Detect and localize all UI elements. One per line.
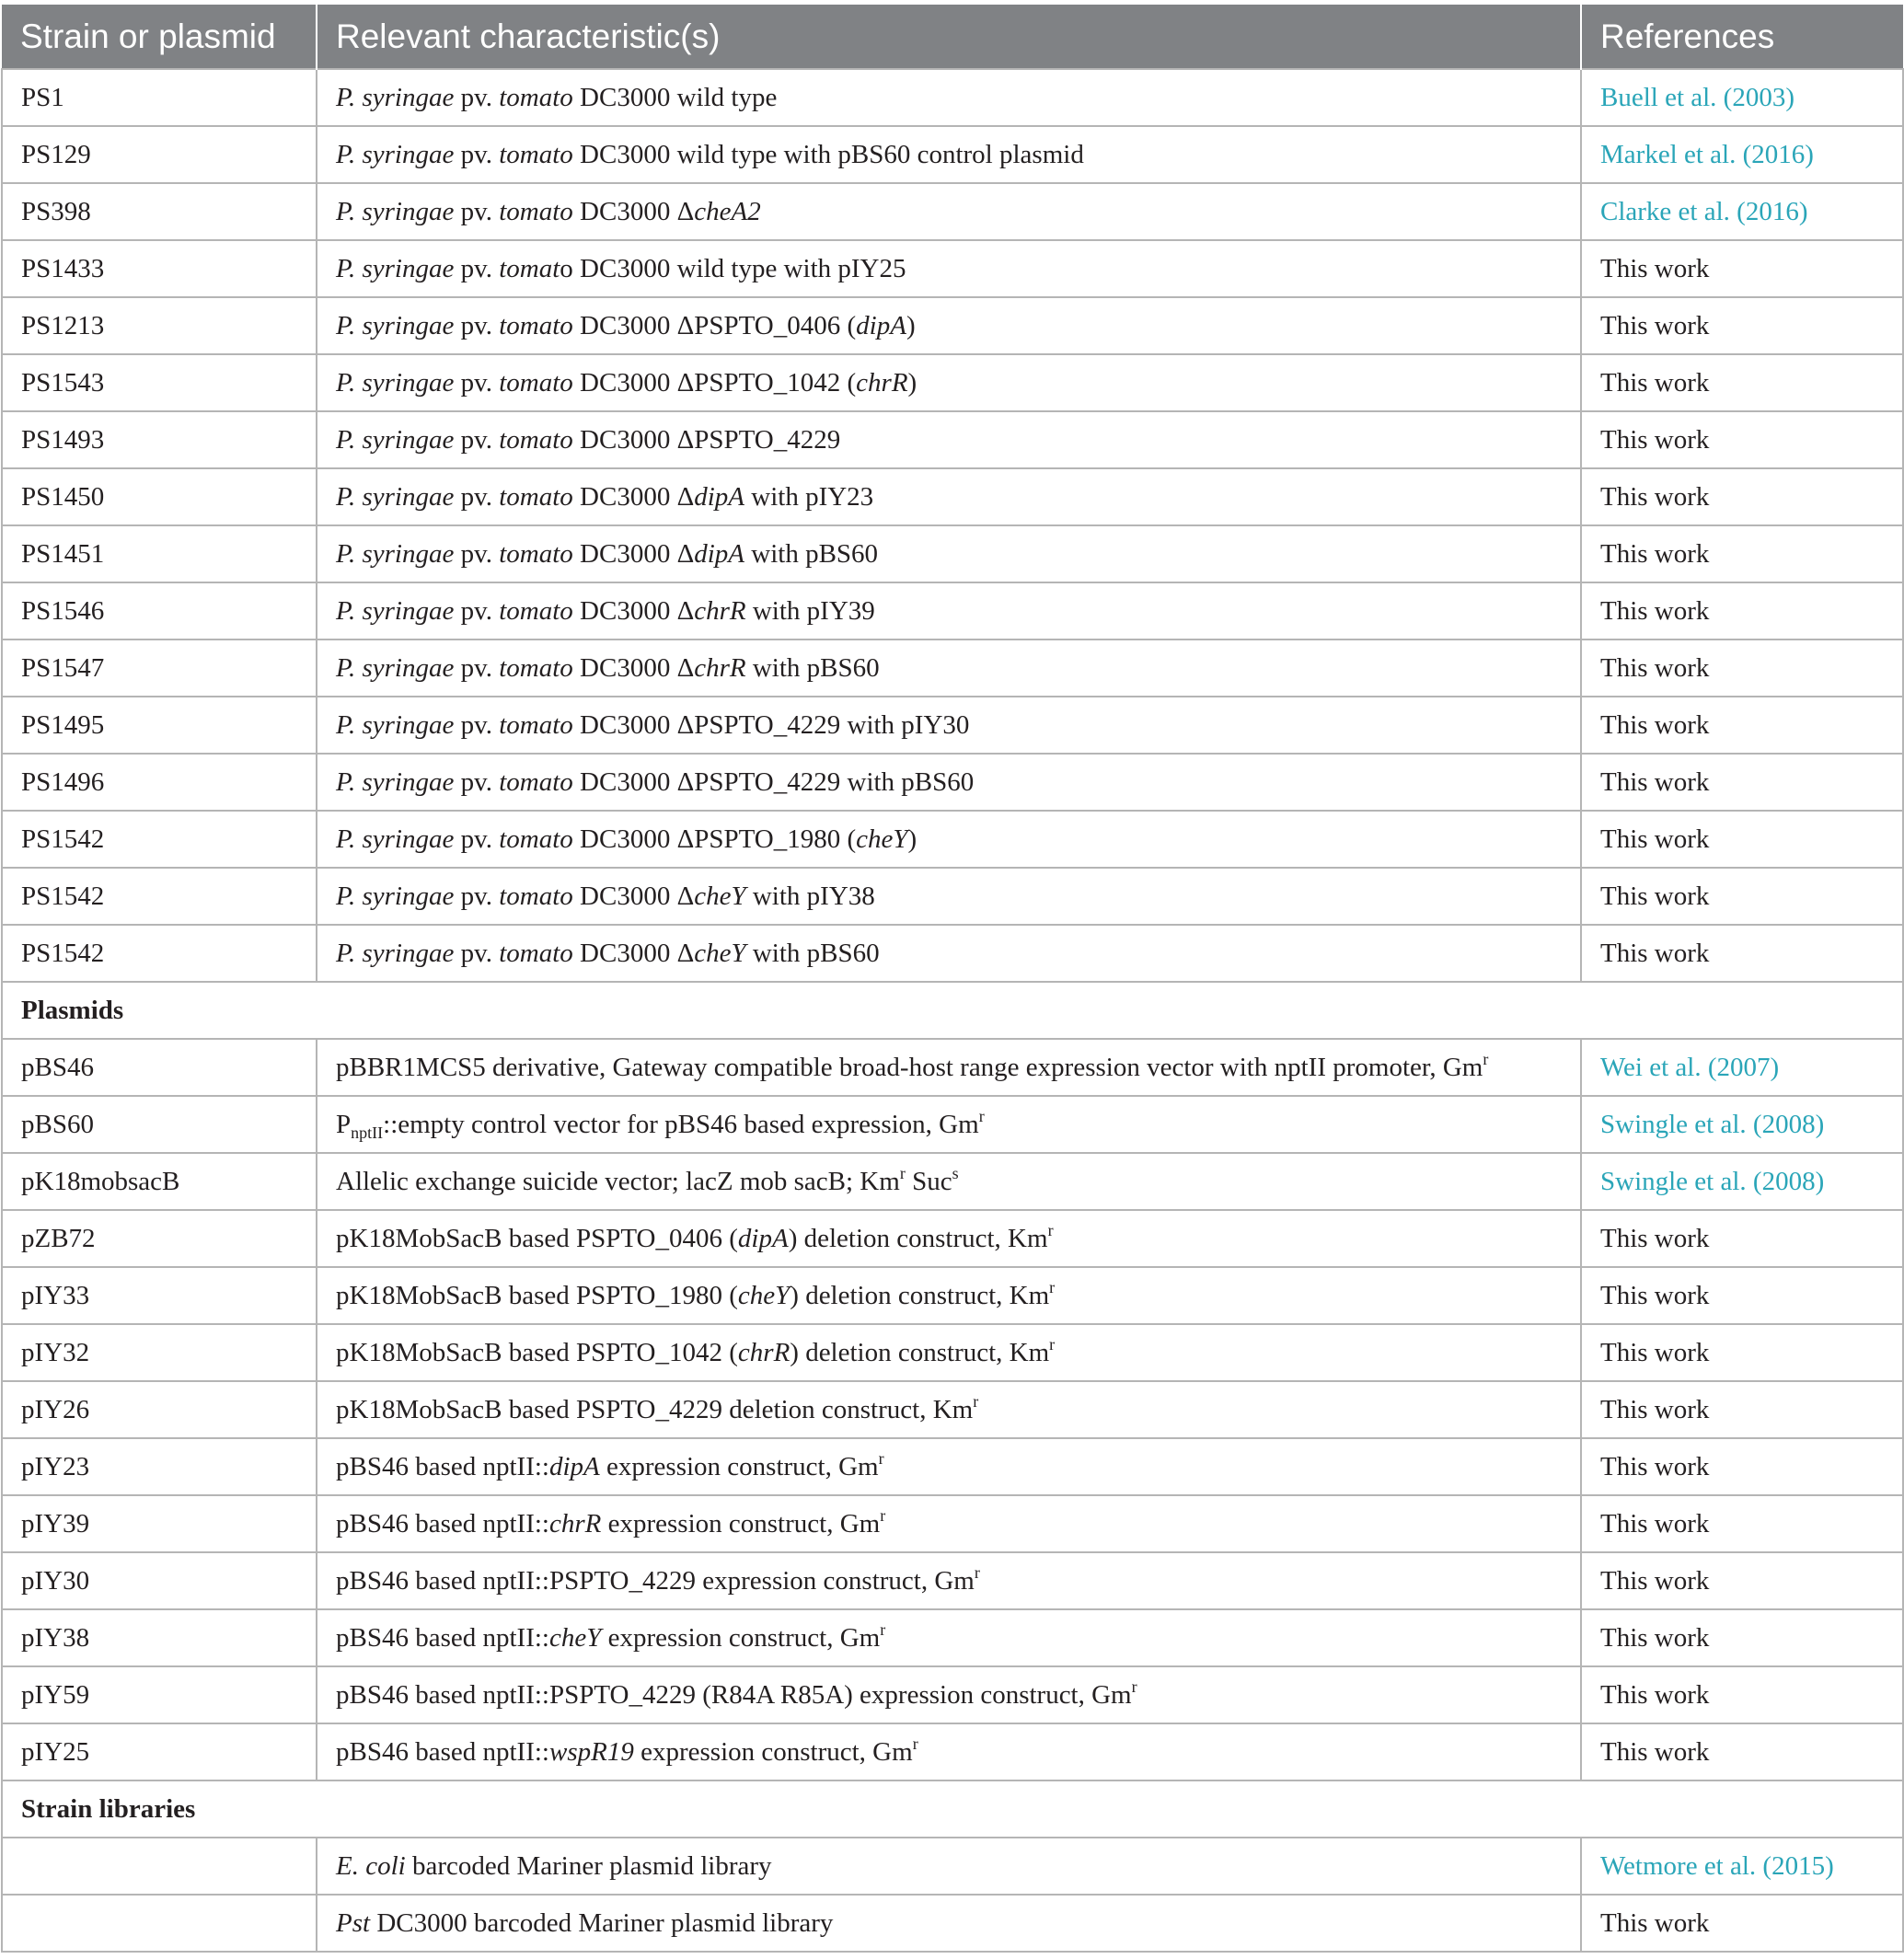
- characteristics-cell: pBBR1MCS5 derivative, Gateway compatible broad-host range expression vector with nptII promoter, Gm$^r$: [317, 1039, 1581, 1096]
- table-row: [2, 411, 1903, 468]
- characteristics-cell: E. coli barcoded Mariner plasmid library: [317, 1838, 1581, 1895]
- header-strain: Strain or plasmid: [2, 5, 317, 69]
- table-row: [2, 582, 1903, 640]
- reference-cell: This work: [1581, 1666, 1903, 1723]
- strain-id-cell: PS1543: [2, 354, 317, 411]
- characteristics-cell: pBS46 based nptII::chrR expression construct, Gm$^r$: [317, 1495, 1581, 1552]
- characteristics-cell: P. syringae pv. tomato DC3000 ΔcheY with pBS60: [317, 925, 1581, 982]
- table-row: [2, 1267, 1903, 1324]
- strain-id-cell: PS398: [2, 183, 317, 240]
- characteristics-cell: pBS46 based nptII::cheY expression construct, Gm$^r$: [317, 1609, 1581, 1666]
- reference-link[interactable]: Clarke et al. (2016): [1600, 196, 1808, 226]
- characteristics-cell: P. syringae pv. tomato DC3000 ΔchrR with pIY39: [317, 582, 1581, 640]
- table-header: [2, 5, 1903, 69]
- characteristics-cell: pBS46 based nptII::wspR19 expression construct, Gm$^r$: [317, 1723, 1581, 1780]
- reference-cell: [1581, 1039, 1903, 1096]
- strain-id-cell: pIY38: [2, 1609, 317, 1666]
- reference-cell: This work: [1581, 1609, 1903, 1666]
- strain-id-cell: pIY33: [2, 1267, 317, 1324]
- table-body: [2, 69, 1903, 1952]
- reference-cell: This work: [1581, 1267, 1903, 1324]
- strain-id-cell: pBS46: [2, 1039, 317, 1096]
- characteristics-cell: P. syringae pv. tomato DC3000 ΔPSPTO_4229 with pIY30: [317, 697, 1581, 754]
- table-row: [2, 1552, 1903, 1609]
- reference-cell: [1581, 126, 1903, 183]
- reference-cell: This work: [1581, 297, 1903, 354]
- table-row: [2, 1153, 1903, 1210]
- reference-link[interactable]: Swingle et al. (2008): [1600, 1109, 1825, 1139]
- strain-id-cell: [2, 1838, 317, 1895]
- strain-id-cell: PS1433: [2, 240, 317, 297]
- table-row: [2, 183, 1903, 240]
- table-row: [2, 1495, 1903, 1552]
- reference-cell: [1581, 69, 1903, 126]
- table-row: [2, 1895, 1903, 1952]
- characteristics-cell: pBS46 based nptII::dipA expression construct, Gm$^r$: [317, 1438, 1581, 1495]
- strain-id-cell: PS1547: [2, 640, 317, 697]
- section-heading: Strain libraries: [2, 1780, 1903, 1838]
- characteristics-cell: pK18MobSacB based PSPTO_4229 deletion construct, Km$^r$: [317, 1381, 1581, 1438]
- table-row: [2, 69, 1903, 126]
- strain-id-cell: pIY30: [2, 1552, 317, 1609]
- table-row: [2, 925, 1903, 982]
- strain-id-cell: PS1450: [2, 468, 317, 525]
- table-row: [2, 1838, 1903, 1895]
- characteristics-cell: P. syringae pv. tomato DC3000 ΔPSPTO_1042 (chrR): [317, 354, 1581, 411]
- table-row: [2, 697, 1903, 754]
- reference-cell: This work: [1581, 525, 1903, 582]
- strain-id-cell: PS1542: [2, 811, 317, 868]
- reference-cell: This work: [1581, 1723, 1903, 1780]
- reference-link[interactable]: Markel et al. (2016): [1600, 139, 1814, 169]
- reference-link[interactable]: Swingle et al. (2008): [1600, 1166, 1825, 1196]
- strain-id-cell: PS1: [2, 69, 317, 126]
- strain-id-cell: PS1493: [2, 411, 317, 468]
- strain-id-cell: PS1546: [2, 582, 317, 640]
- reference-cell: This work: [1581, 697, 1903, 754]
- reference-cell: This work: [1581, 1438, 1903, 1495]
- header-row: [2, 5, 1903, 69]
- strain-id-cell: PS1542: [2, 868, 317, 925]
- characteristics-cell: Pst DC3000 barcoded Mariner plasmid library: [317, 1895, 1581, 1952]
- strain-id-cell: PS1451: [2, 525, 317, 582]
- table-row: [2, 1723, 1903, 1780]
- reference-cell: This work: [1581, 925, 1903, 982]
- strain-id-cell: pIY23: [2, 1438, 317, 1495]
- table-row: [2, 1666, 1903, 1723]
- strain-id-cell: pZB72: [2, 1210, 317, 1267]
- strain-plasmid-table: [1, 5, 1904, 1953]
- characteristics-cell: P. syringae pv. tomato DC3000 wild type: [317, 69, 1581, 126]
- table-row: [2, 811, 1903, 868]
- reference-link[interactable]: Buell et al. (2003): [1600, 82, 1795, 112]
- characteristics-cell: Allelic exchange suicide vector; lacZ mob sacB; Km$^r$ Suc$^s$: [317, 1153, 1581, 1210]
- reference-cell: This work: [1581, 411, 1903, 468]
- reference-cell: This work: [1581, 1895, 1903, 1952]
- reference-cell: This work: [1581, 354, 1903, 411]
- reference-cell: This work: [1581, 582, 1903, 640]
- characteristics-cell: pK18MobSacB based PSPTO_0406 (dipA) deletion construct, Km$^r$: [317, 1210, 1581, 1267]
- strain-id-cell: PS1495: [2, 697, 317, 754]
- reference-cell: This work: [1581, 1210, 1903, 1267]
- characteristics-cell: P. syringae pv. tomato DC3000 ΔPSPTO_1980 (cheY): [317, 811, 1581, 868]
- strain-id-cell: PS1542: [2, 925, 317, 982]
- strain-id-cell: pK18mobsacB: [2, 1153, 317, 1210]
- table-row: [2, 1039, 1903, 1096]
- strain-id-cell: [2, 1895, 317, 1952]
- strain-id-cell: PS1213: [2, 297, 317, 354]
- characteristics-cell: P. syringae pv. tomato DC3000 ΔPSPTO_4229 with pBS60: [317, 754, 1581, 811]
- reference-cell: This work: [1581, 640, 1903, 697]
- section-row: [2, 1780, 1903, 1838]
- table-row: [2, 297, 1903, 354]
- reference-cell: [1581, 1838, 1903, 1895]
- table-row: [2, 868, 1903, 925]
- strain-id-cell: pIY39: [2, 1495, 317, 1552]
- characteristics-cell: pK18MobSacB based PSPTO_1980 (cheY) deletion construct, Km$^r$: [317, 1267, 1581, 1324]
- reference-cell: This work: [1581, 1381, 1903, 1438]
- table-row: [2, 1438, 1903, 1495]
- table-row: [2, 640, 1903, 697]
- characteristics-cell: P. syringae pv. tomato DC3000 wild type with pIY25: [317, 240, 1581, 297]
- reference-link[interactable]: Wei et al. (2007): [1600, 1052, 1780, 1082]
- characteristics-cell: pBS46 based nptII::PSPTO_4229 (R84A R85A) expression construct, Gm$^r$: [317, 1666, 1581, 1723]
- table-row: [2, 126, 1903, 183]
- reference-link[interactable]: Wetmore et al. (2015): [1600, 1850, 1834, 1881]
- strain-id-cell: pIY32: [2, 1324, 317, 1381]
- strain-table-container: [0, 5, 1904, 1953]
- table-row: [2, 525, 1903, 582]
- strain-id-cell: pBS60: [2, 1096, 317, 1153]
- reference-cell: This work: [1581, 1495, 1903, 1552]
- strain-id-cell: pIY25: [2, 1723, 317, 1780]
- strain-id-cell: PS129: [2, 126, 317, 183]
- characteristics-cell: P. syringae pv. tomato DC3000 ΔcheY with pIY38: [317, 868, 1581, 925]
- characteristics-cell: P. syringae pv. tomato DC3000 ΔcheA2: [317, 183, 1581, 240]
- reference-cell: [1581, 1153, 1903, 1210]
- section-row: [2, 982, 1903, 1039]
- strain-id-cell: PS1496: [2, 754, 317, 811]
- header-characteristics: Relevant characteristic(s): [317, 5, 1581, 69]
- section-heading: Plasmids: [2, 982, 1903, 1039]
- characteristics-cell: P. syringae pv. tomato DC3000 ΔdipA with pIY23: [317, 468, 1581, 525]
- strain-id-cell: pIY26: [2, 1381, 317, 1438]
- table-row: [2, 1324, 1903, 1381]
- characteristics-cell: P. syringae pv. tomato DC3000 ΔPSPTO_4229: [317, 411, 1581, 468]
- table-row: [2, 754, 1903, 811]
- characteristics-cell: P. syringae pv. tomato DC3000 ΔPSPTO_0406 (dipA): [317, 297, 1581, 354]
- reference-cell: This work: [1581, 468, 1903, 525]
- characteristics-cell: pBS46 based nptII::PSPTO_4229 expression construct, Gm$^r$: [317, 1552, 1581, 1609]
- table-row: [2, 354, 1903, 411]
- reference-cell: [1581, 183, 1903, 240]
- characteristics-cell: P. syringae pv. tomato DC3000 ΔchrR with pBS60: [317, 640, 1581, 697]
- characteristics-cell: P. syringae pv. tomato DC3000 ΔdipA with pBS60: [317, 525, 1581, 582]
- reference-cell: This work: [1581, 1324, 1903, 1381]
- table-row: [2, 240, 1903, 297]
- table-row: [2, 1096, 1903, 1153]
- reference-cell: This work: [1581, 754, 1903, 811]
- table-row: [2, 1381, 1903, 1438]
- reference-cell: This work: [1581, 240, 1903, 297]
- characteristics-cell: $P_{nptII}::empty$ control vector for pBS46 based expression, Gm$^r$: [317, 1096, 1581, 1153]
- reference-cell: This work: [1581, 1552, 1903, 1609]
- reference-cell: This work: [1581, 868, 1903, 925]
- characteristics-cell: pK18MobSacB based PSPTO_1042 (chrR) deletion construct, Km$^r$: [317, 1324, 1581, 1381]
- strain-id-cell: pIY59: [2, 1666, 317, 1723]
- table-row: [2, 468, 1903, 525]
- table-row: [2, 1210, 1903, 1267]
- reference-cell: This work: [1581, 811, 1903, 868]
- table-row: [2, 1609, 1903, 1666]
- characteristics-cell: P. syringae pv. tomato DC3000 wild type with pBS60 control plasmid: [317, 126, 1581, 183]
- reference-cell: [1581, 1096, 1903, 1153]
- header-references: References: [1581, 5, 1903, 69]
